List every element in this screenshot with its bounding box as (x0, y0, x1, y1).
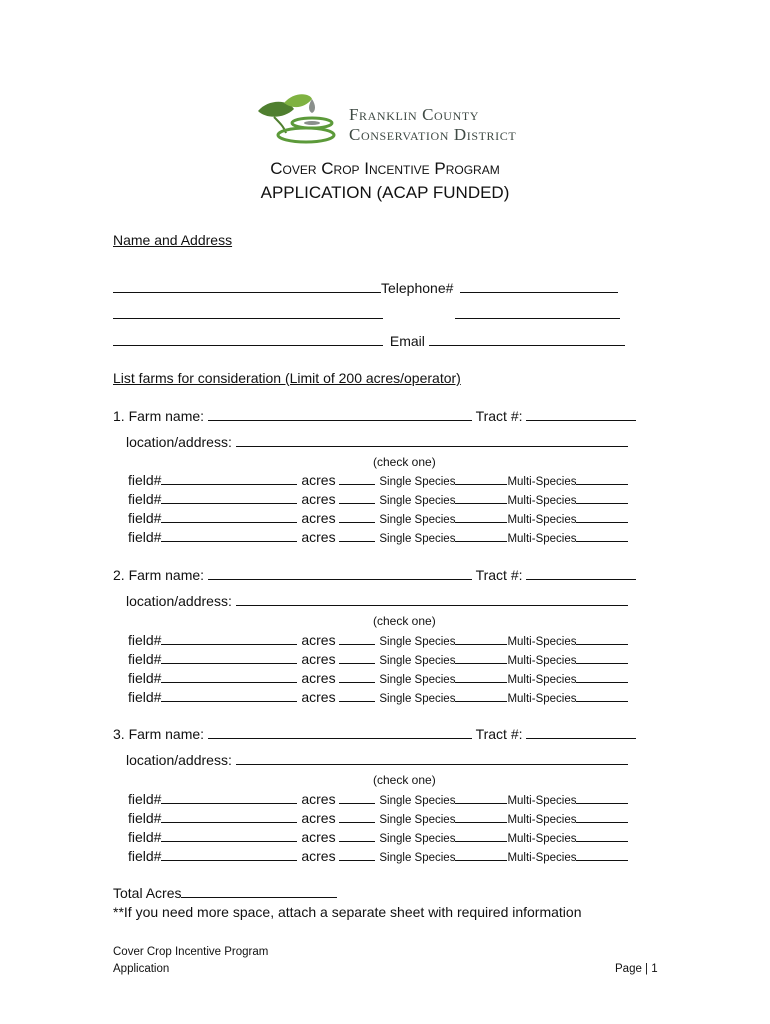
acres-input-line[interactable] (339, 848, 375, 861)
page-number: Page | 1 (615, 963, 658, 975)
telephone-input-line[interactable] (460, 280, 618, 293)
additional-space-note: **If you need more space, attach a separate sheet with required information (113, 904, 582, 920)
total-acres-row (113, 885, 337, 901)
multi-species-label: Multi-Species (507, 795, 577, 807)
farm-name-label: 1. Farm name: (113, 408, 205, 424)
acres-label: acres (301, 529, 336, 545)
acres-input-line[interactable] (339, 651, 375, 664)
field-row (128, 810, 628, 826)
field-row (128, 848, 628, 864)
acres-label: acres (301, 510, 336, 526)
location-input-line[interactable] (236, 434, 628, 447)
single-species-label: Single Species (379, 795, 456, 807)
tract-input-line[interactable] (526, 408, 636, 421)
farm-name-row (113, 408, 636, 424)
total-acres-label: Total Acres (113, 885, 182, 901)
multi-species-label: Multi-Species (507, 636, 577, 648)
acres-input-line[interactable] (339, 791, 375, 804)
field-row (128, 791, 628, 807)
multi-species-label: Multi-Species (507, 852, 577, 864)
farm-name-row (113, 567, 636, 583)
multi-species-check-line[interactable] (576, 510, 628, 523)
location-row (126, 752, 628, 768)
multi-species-check-line[interactable] (576, 472, 628, 485)
single-species-label: Single Species (379, 852, 456, 864)
farm-limit-instruction: List farms for consideration (Limit of 200 acres/operator) (113, 370, 461, 386)
single-species-check-line[interactable] (455, 810, 507, 823)
field-label: field# (128, 689, 162, 705)
field-label: field# (128, 848, 162, 864)
field-input-line[interactable] (161, 791, 297, 804)
name-address-row-3 (113, 333, 625, 349)
multi-species-check-line[interactable] (576, 791, 628, 804)
name-address-row-1 (113, 280, 618, 296)
acres-label: acres (301, 848, 336, 864)
multi-species-label: Multi-Species (507, 514, 577, 526)
field-row (128, 510, 628, 526)
acres-label: acres (301, 810, 336, 826)
org-line-1: Franklin County (349, 105, 480, 124)
tract-label: Tract #: (475, 408, 523, 424)
field-label: field# (128, 491, 162, 507)
field-input-line[interactable] (161, 810, 297, 823)
acres-label: acres (301, 670, 336, 686)
multi-species-label: Multi-Species (507, 814, 577, 826)
field-row (128, 651, 628, 667)
single-species-label: Single Species (379, 833, 456, 845)
location-row (126, 593, 628, 609)
multi-species-label: Multi-Species (507, 833, 577, 845)
acres-label: acres (301, 651, 336, 667)
field-label: field# (128, 632, 162, 648)
multi-species-label: Multi-Species (507, 476, 577, 488)
single-species-check-line[interactable] (455, 848, 507, 861)
single-species-check-line[interactable] (455, 472, 507, 485)
organization-name (349, 105, 516, 145)
multi-species-label: Multi-Species (507, 674, 577, 686)
single-species-label: Single Species (379, 495, 456, 507)
acres-input-line[interactable] (339, 510, 375, 523)
acres-input-line[interactable] (339, 829, 375, 842)
multi-species-label: Multi-Species (507, 495, 577, 507)
multi-species-check-line[interactable] (576, 829, 628, 842)
farm-name-input-line[interactable] (208, 408, 472, 421)
footer-document-name: Application (113, 963, 170, 975)
tract-input-line[interactable] (526, 567, 636, 580)
single-species-check-line[interactable] (455, 529, 507, 542)
field-input-line[interactable] (161, 670, 297, 683)
acres-input-line[interactable] (339, 529, 375, 542)
single-species-label: Single Species (379, 693, 456, 705)
field-input-line[interactable] (161, 689, 297, 702)
location-row (126, 434, 628, 450)
name-address-row-2 (113, 306, 620, 322)
multi-species-check-line[interactable] (576, 529, 628, 542)
acres-label: acres (301, 689, 336, 705)
multi-species-label: Multi-Species (507, 693, 577, 705)
check-one-label: (check one) (373, 773, 436, 787)
single-species-label: Single Species (379, 514, 456, 526)
single-species-check-line[interactable] (455, 829, 507, 842)
single-species-label: Single Species (379, 476, 456, 488)
acres-input-line[interactable] (339, 810, 375, 823)
multi-species-check-line[interactable] (576, 810, 628, 823)
single-species-label: Single Species (379, 655, 456, 667)
field-row (128, 632, 628, 648)
location-label: location/address: (126, 752, 232, 768)
multi-species-label: Multi-Species (507, 655, 577, 667)
acres-input-line[interactable] (339, 689, 375, 702)
farm-name-label: 3. Farm name: (113, 726, 205, 742)
multi-species-check-line[interactable] (576, 491, 628, 504)
acres-input-line[interactable] (339, 491, 375, 504)
field-input-line[interactable] (161, 472, 297, 485)
single-species-label: Single Species (379, 533, 456, 545)
acres-label: acres (301, 791, 336, 807)
field-row (128, 472, 628, 488)
acres-label: acres (301, 491, 336, 507)
field-input-line[interactable] (161, 651, 297, 664)
location-label: location/address: (126, 434, 232, 450)
field-label: field# (128, 829, 162, 845)
field-label: field# (128, 510, 162, 526)
field-row (128, 529, 628, 545)
field-input-line[interactable] (161, 491, 297, 504)
total-acres-input-line[interactable] (181, 885, 337, 898)
form-subtitle: APPLICATION (ACAP FUNDED) (260, 183, 510, 202)
farm-name-input-line[interactable] (208, 567, 472, 580)
multi-species-check-line[interactable] (576, 632, 628, 645)
org-line-2: Conservation District (349, 125, 517, 144)
single-species-check-line[interactable] (455, 632, 507, 645)
single-species-check-line[interactable] (455, 651, 507, 664)
form-title: Cover Crop Incentive Program (270, 159, 500, 178)
field-input-line[interactable] (161, 632, 297, 645)
multi-species-check-line[interactable] (576, 651, 628, 664)
tract-input-line[interactable] (526, 726, 636, 739)
single-species-check-line[interactable] (455, 689, 507, 702)
field-label: field# (128, 472, 162, 488)
location-input-line[interactable] (236, 752, 628, 765)
acres-label: acres (301, 632, 336, 648)
acres-label: acres (301, 829, 336, 845)
address-input-line-2[interactable] (113, 333, 383, 346)
footer-program-name: Cover Crop Incentive Program (113, 946, 269, 958)
single-species-check-line[interactable] (455, 491, 507, 504)
telephone-label: Telephone# (381, 280, 454, 296)
single-species-label: Single Species (379, 636, 456, 648)
single-species-check-line[interactable] (455, 670, 507, 683)
address-input-line-1[interactable] (113, 306, 383, 319)
farm-name-label: 2. Farm name: (113, 567, 205, 583)
multi-species-check-line[interactable] (576, 670, 628, 683)
location-label: location/address: (126, 593, 232, 609)
field-input-line[interactable] (161, 510, 297, 523)
name-input-line[interactable] (113, 280, 381, 293)
farm-name-row (113, 726, 636, 742)
field-row (128, 689, 628, 705)
telephone-input-line-2[interactable] (455, 306, 620, 319)
acres-input-line[interactable] (339, 472, 375, 485)
farm-name-input-line[interactable] (208, 726, 472, 739)
single-species-label: Single Species (379, 814, 456, 826)
field-row (128, 829, 628, 845)
name-address-heading: Name and Address (113, 232, 233, 248)
acres-input-line[interactable] (339, 670, 375, 683)
tract-label: Tract #: (475, 567, 523, 583)
check-one-label: (check one) (373, 614, 436, 628)
acres-input-line[interactable] (339, 632, 375, 645)
field-label: field# (128, 810, 162, 826)
field-input-line[interactable] (161, 529, 297, 542)
field-input-line[interactable] (161, 829, 297, 842)
single-species-check-line[interactable] (455, 510, 507, 523)
tract-label: Tract #: (475, 726, 523, 742)
leaf-drop-icon (254, 93, 336, 149)
multi-species-label: Multi-Species (507, 533, 577, 545)
single-species-label: Single Species (379, 674, 456, 686)
multi-species-check-line[interactable] (576, 848, 628, 861)
location-input-line[interactable] (236, 593, 628, 606)
field-label: field# (128, 529, 162, 545)
acres-label: acres (301, 472, 336, 488)
field-input-line[interactable] (161, 848, 297, 861)
single-species-check-line[interactable] (455, 791, 507, 804)
field-label: field# (128, 791, 162, 807)
email-label: Email (389, 333, 425, 349)
field-label: field# (128, 670, 162, 686)
field-label: field# (128, 651, 162, 667)
multi-species-check-line[interactable] (576, 689, 628, 702)
email-input-line[interactable] (429, 333, 625, 346)
field-row (128, 670, 628, 686)
check-one-label: (check one) (373, 455, 436, 469)
field-row (128, 491, 628, 507)
